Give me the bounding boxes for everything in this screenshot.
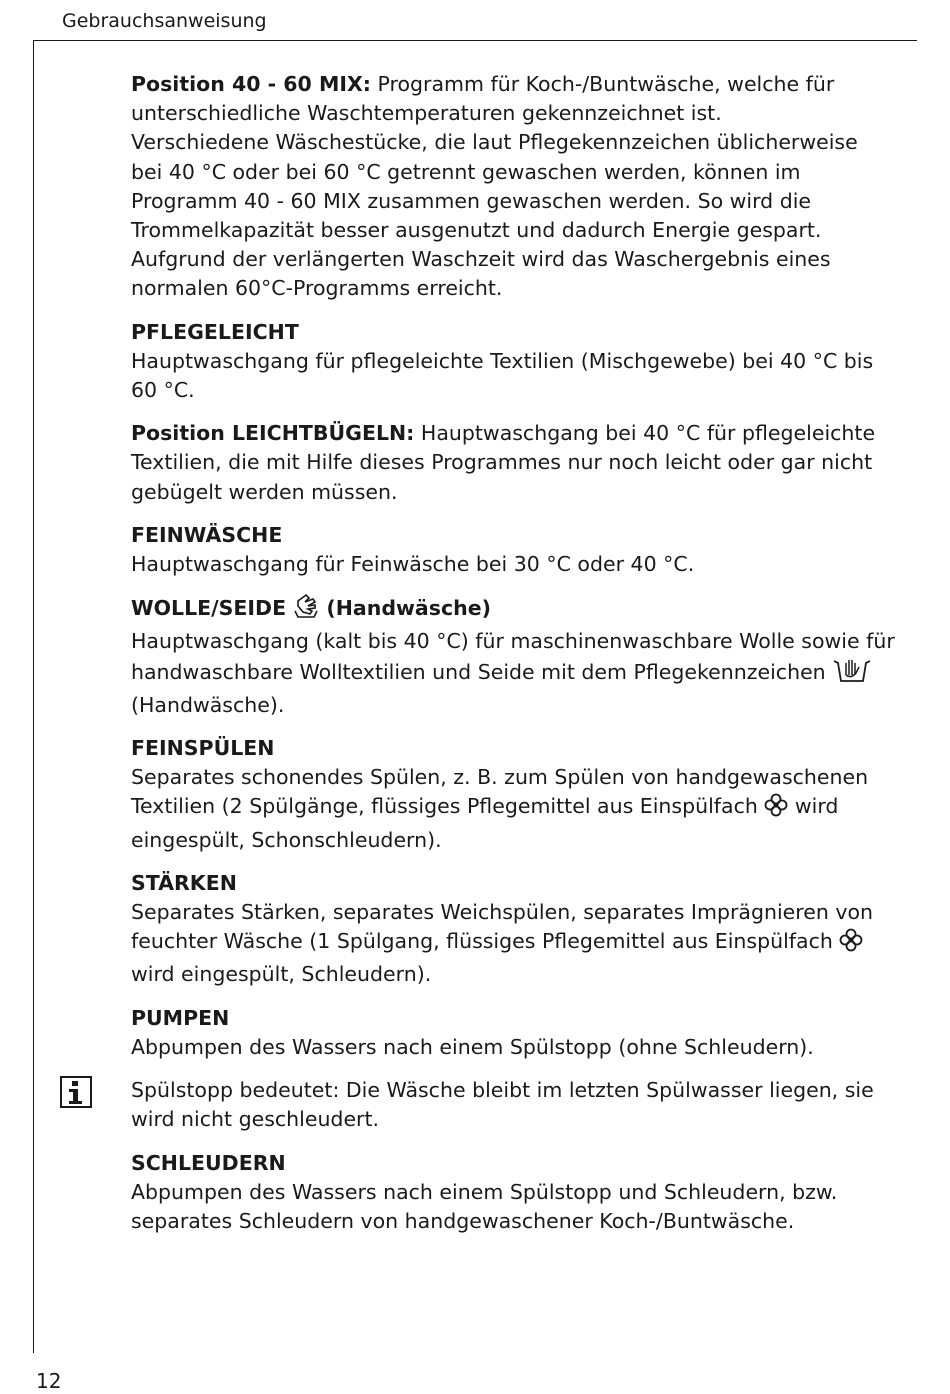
section-staerken	[131, 869, 895, 990]
wolle-heading	[131, 593, 895, 627]
wolle-text-b: (Handwäsche).	[131, 692, 285, 717]
staerken-paragraph	[131, 898, 895, 990]
section-wolle	[131, 593, 895, 720]
softener-flower-icon	[764, 793, 788, 825]
wolle-paragraph	[131, 627, 895, 720]
feinwaesche-heading: FEINWÄSCHE	[131, 522, 283, 547]
running-head: Gebrauchsanweisung	[62, 10, 267, 32]
staerken-text-b: wird eingespült, Schleudern).	[131, 962, 432, 987]
mix-lead: Position 40 - 60 MIX:	[131, 72, 371, 96]
wolle-text-a: Hauptwaschgang (kalt bis 40 °C) für maschinenwaschbare Wolle sowie für handwaschbare Wolltextilien und Seide mit dem Pflegekennzeichen	[131, 629, 895, 684]
leichtbuegeln-paragraph	[131, 419, 895, 507]
pflegeleicht-text: Hauptwaschgang für pflegeleichte Textilien (Mischgewebe) bei 40 °C bis 60 °C.	[131, 348, 874, 403]
section-schleudern	[131, 1149, 895, 1237]
pumpen-text: Abpumpen des Wassers nach einem Spülstopp (ohne Schleudern).	[131, 1034, 814, 1059]
leichtbuegeln-lead: Position LEICHTBÜGELN:	[131, 421, 415, 446]
feinspuelen-heading: FEINSPÜLEN	[131, 736, 275, 761]
schleudern-text: Abpumpen des Wassers nach einem Spülstopp und Schleudern, bzw. separates Schleudern von handgewaschener Koch-/Buntwäsche.	[131, 1179, 838, 1233]
staerken-text-a: Separates Stärken, separates Weichspülen, separates Imprägnieren von feuchter Wäsche (1 Spülgang, flüssiges Pflegemittel aus Einspülfach	[131, 900, 874, 954]
section-mix	[131, 70, 895, 304]
pumpen-heading: PUMPEN	[131, 1005, 230, 1030]
margin-rule	[33, 40, 34, 1353]
mix-text-2: Verschiedene Wäschestücke, die laut Pflegekennzeichen üblicherweise bei 40 °C oder bei 60 °C getrennt gewaschen werden, können im Programm 40 - 60 MIX zusammen gewaschen werden. So wird die Trommelkapazität besser ausgenutzt und dadurch Energie gespart.	[131, 130, 858, 243]
wolle-heading-label: WOLLE/SEIDE	[131, 596, 287, 621]
section-pflegeleicht	[131, 318, 895, 406]
section-pumpen	[131, 1004, 895, 1062]
page-number: 12	[36, 1369, 62, 1393]
header-rule	[33, 40, 917, 41]
info-note-text: Spülstopp bedeutet: Die Wäsche bleibt im letzten Spülwasser liegen, sie wird nicht geschleudert.	[131, 1078, 874, 1132]
mix-paragraph	[131, 70, 895, 128]
handwash-tub-icon	[832, 657, 872, 691]
schleudern-heading: SCHLEUDERN	[131, 1150, 286, 1175]
staerken-heading: STÄRKEN	[131, 870, 237, 895]
section-feinwaesche	[131, 521, 895, 579]
pflegeleicht-heading: PFLEGELEICHT	[131, 319, 299, 344]
feinspuelen-paragraph	[131, 763, 895, 855]
feinspuelen-text-b: wird eingespült, Schonschleudern).	[131, 794, 839, 852]
section-leichtbuegeln	[131, 419, 895, 507]
wolle-heading-suffix: (Handwäsche)	[326, 596, 491, 621]
info-icon	[60, 1076, 92, 1108]
section-feinspuelen	[131, 734, 895, 855]
feinspuelen-text-a: Separates schonendes Spülen, z. B. zum Spülen von handgewaschenen Textilien (2 Spülgänge, flüssiges Pflegemittel aus Einspülfach	[131, 765, 869, 819]
section-info	[131, 1076, 895, 1134]
softener-flower-icon	[839, 928, 863, 960]
main-content	[131, 70, 895, 1250]
feinwaesche-text: Hauptwaschgang für Feinwäsche bei 30 °C oder 40 °C.	[131, 552, 695, 577]
handwash-hand-icon	[293, 593, 319, 627]
leichtbuegeln-text: Hauptwaschgang bei 40 °C für pflegeleichte Textilien, die mit Hilfe dieses Programmes nur noch leicht oder gar nicht gebügelt werden müssen.	[131, 421, 876, 504]
mix-text-1: Programm für Koch-/Buntwäsche, welche für unterschiedliche Waschtemperaturen gekennzeichnet ist.	[131, 72, 835, 126]
mix-text-3: Aufgrund der verlängerten Waschzeit wird das Waschergebnis eines normalen 60°C-Programms erreicht.	[131, 247, 831, 301]
